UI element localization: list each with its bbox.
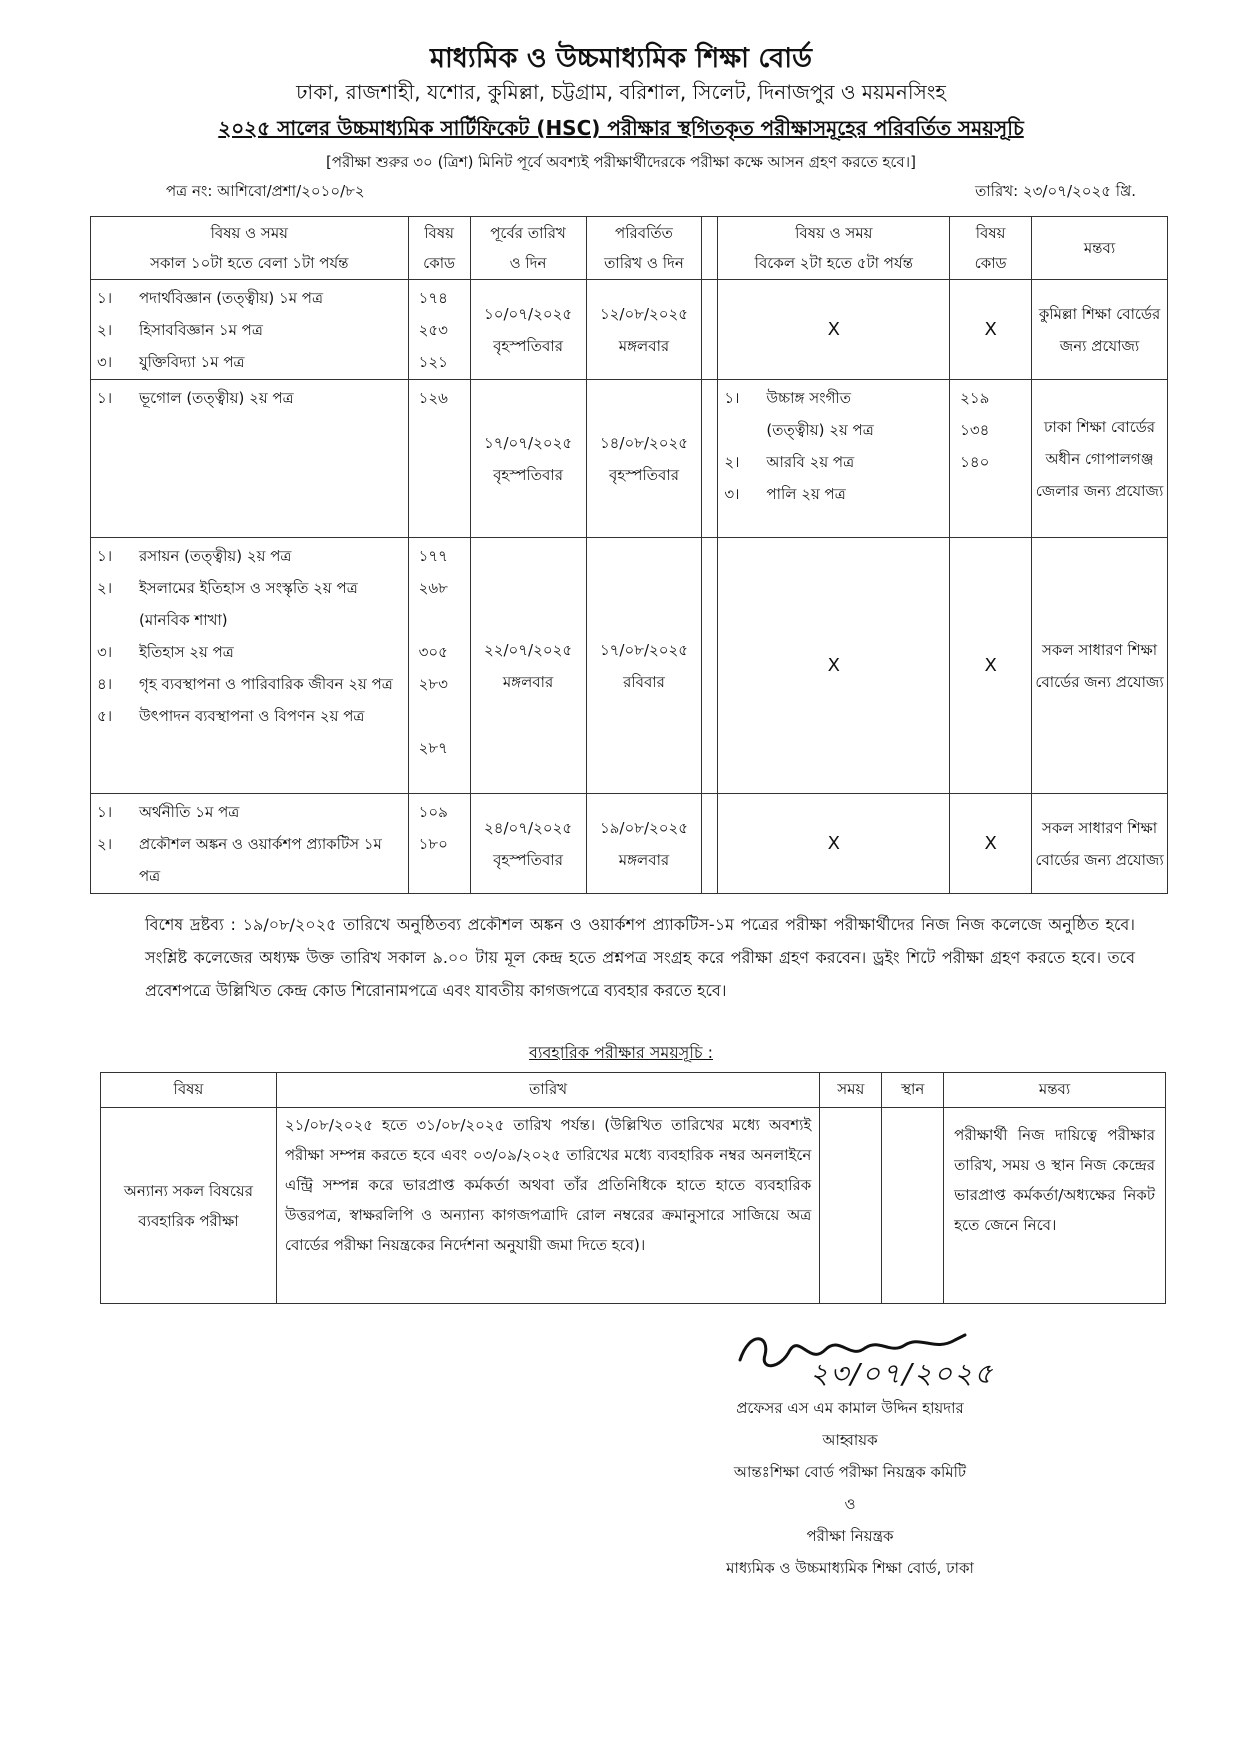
afternoon-subject-codes: ২১৯ ১৩৪ ১৪০ [950,380,1032,538]
practical-schedule-title: ব্যবহারিক পরীক্ষার সময়সূচি : [528,1043,714,1062]
signatory-role-board: মাধ্যমিক ও উচ্চমাধ্যমিক শিক্ষা বোর্ড, ঢাকা [726,1559,974,1577]
header-previous-date: পূর্বের তারিখ ও দিন [470,217,586,280]
new-date: ১২/০৮/২০২৫ মঙ্গলবার [586,280,702,380]
practical-header-place: স্থান [882,1073,944,1108]
subject-list [91,380,409,538]
issue-date: তারিখ: ২৩/০৭/২০২৫ খ্রি. [975,182,1136,200]
afternoon-not-applicable: X [718,538,950,794]
signatory-name: প্রফেসর এস এম কামাল উদ্দিন হায়দার [736,1399,964,1417]
subject-item: ১। রসায়ন (তত্ত্বীয়) ২য় পত্র [97,547,292,565]
header-code: বিষয় কোড [408,217,470,280]
table-row [91,280,1168,380]
reference-number: পত্র নং: আশিবো/প্রশা/২০১০/৮২ [166,182,365,200]
subject-list [91,280,409,380]
signatory-and: ও [844,1495,856,1513]
spacer-cell [702,380,718,538]
signatory-role-controller: পরীক্ষা নিয়ন্ত্রক [806,1527,894,1545]
practical-header-remarks: মন্তব্য [944,1073,1166,1108]
table-row [91,794,1168,894]
remark: কুমিল্লা শিক্ষা বোর্ডের জন্য প্রযোজ্য [1032,280,1168,380]
remark: সকল সাধারণ শিক্ষা বোর্ডের জন্য প্রযোজ্য [1032,794,1168,894]
practical-place [882,1108,944,1304]
practical-remark: পরীক্ষার্থী নিজ দায়িত্বে পরীক্ষার তারিখ, সময় ও স্থান নিজ কেন্দ্রের ভারপ্রাপ্ত কর্মকর্তা/অধ্যক্ষের নিকট হতে জেনে নিবে। [944,1108,1166,1304]
table-row [91,380,1168,538]
subject-item: ১। ভূগোল (তত্ত্বীয়) ২য় পত্র [97,389,294,407]
special-notice: বিশেষ দ্রষ্টব্য : ১৯/০৮/২০২৫ তারিখে অনুষ্ঠিতব্য প্রকৌশল অঙ্কন ও ওয়ার্কশপ প্র্যাকটিস-১ম পত্রের পরীক্ষা পরীক্ষার্থীদের নিজ নিজ কলেজে অনুষ্ঠিত হবে। সংশ্লিষ্ট কলেজের অধ্যক্ষ উক্ত তারিখ সকাল ৯.০০ টায় মূল কেন্দ্র হতে প্রশ্নপত্র সংগ্রহ করে পরীক্ষা গ্রহণ করবেন। ড্রইং শিটে পরীক্ষা গ্রহণ করতে হবে। তবে প্রবেশপত্রে উল্লিখিত কেন্দ্র কোড শিরোনামপত্রে এবং যাবতীয় কাগজপত্রে ব্যবহার করতে হবে। [145,915,1135,1000]
signatory-block [640,1392,1060,1584]
signatory-role-committee: আন্তঃশিক্ষা বোর্ড পরীক্ষা নিয়ন্ত্রক কমিটি [733,1463,967,1481]
signature-date: ২৩/০৭/২০২৫ [810,1357,995,1390]
table-row [91,538,1168,794]
subject-codes: ১০৯ ১৮০ [408,794,470,894]
previous-date: ১০/০৭/২০২৫ বৃহস্পতিবার [470,280,586,380]
subject-item: ২। ইসলামের ইতিহাস ও সংস্কৃতি ২য় পত্র (মানবিক শাখা) [97,579,358,629]
afternoon-subject-item: ৩। পালি ২য় পত্র [724,485,846,503]
spacer-cell [702,794,718,894]
afternoon-code-not-applicable: X [950,538,1032,794]
afternoon-not-applicable: X [718,794,950,894]
practical-time [820,1108,882,1304]
header-new-date: পরিবর্তিত তারিখ ও দিন [586,217,702,280]
header-subject-time: বিষয় ও সময় সকাল ১০টা হতে বেলা ১টা পর্যন্ত [91,217,409,280]
remark: ঢাকা শিক্ষা বোর্ডের অধীন গোপালগঞ্জ জেলার জন্য প্রযোজ্য [1032,380,1168,538]
subject-item: ৪। গৃহ ব্যবস্থাপনা ও পারিবারিক জীবন ২য় পত্র [97,675,393,693]
previous-date: ২২/০৭/২০২৫ মঙ্গলবার [470,538,586,794]
practical-header-subject: বিষয় [101,1073,277,1108]
practical-subject: অন্যান্য সকল বিষয়ের ব্যবহারিক পরীক্ষা [101,1108,277,1304]
subject-item: ৩। যুক্তিবিদ্যা ১ম পত্র [97,353,245,371]
new-date: ১৪/০৮/২০২৫ বৃহস্পতিবার [586,380,702,538]
subject-list [91,538,409,794]
afternoon-subject-list [718,380,950,538]
signatory-role-convener: আহ্বায়ক [822,1431,878,1449]
instruction-note: [পরীক্ষা শুরুর ৩০ (ত্রিশ) মিনিট পূর্বে অবশ্যই পরীক্ষার্থীদেরকে পরীক্ষা কক্ষে আসন গ্রহণ করতে হবে।] [326,153,916,171]
subject-list [91,794,409,894]
subject-codes: ১৭৪ ২৫৩ ১২১ [408,280,470,380]
subject-codes: ১৭৭ ২৬৮ ৩০৫ ২৮৩ ২৮৭ [408,538,470,794]
new-date: ১৯/০৮/২০২৫ মঙ্গলবার [586,794,702,894]
subject-item: ১। অর্থনীতি ১ম পত্র [97,803,240,821]
schedule-table [90,216,1168,894]
practical-header-time: সময় [820,1073,882,1108]
afternoon-code-not-applicable: X [950,280,1032,380]
afternoon-subject-item: (তত্ত্বীয়) ২য় পত্র [766,421,874,439]
afternoon-subject-item: ১। উচ্চাঙ্গ সংগীত [724,389,851,407]
practical-header-date: তারিখ [276,1073,819,1108]
practical-header-row [101,1073,1166,1108]
spacer-cell [702,280,718,380]
board-name: মাধ্যমিক ও উচ্চমাধ্যমিক শিক্ষা বোর্ড [429,43,813,74]
subject-codes: ১২৬ [408,380,470,538]
header-afternoon-code: বিষয় কোড [950,217,1032,280]
previous-date: ১৭/০৭/২০২৫ বৃহস্পতিবার [470,380,586,538]
practical-row [101,1108,1166,1304]
afternoon-subject-item: ২। আরবি ২য় পত্র [724,453,855,471]
document-title: ২০২৫ সালের উচ্চমাধ্যমিক সার্টিফিকেট (HSC) পরীক্ষার স্থগিতকৃত পরীক্ষাসমূহের পরিবর্তিত সময়সূচি [218,116,1024,140]
subject-item: ৫। উৎপাদন ব্যবস্থাপনা ও বিপণন ২য় পত্র [97,707,365,725]
afternoon-code-not-applicable: X [950,794,1032,894]
practical-table [100,1072,1166,1304]
subject-item: ১। পদার্থবিজ্ঞান (তত্ত্বীয়) ১ম পত্র [97,289,324,307]
subject-item: ২। প্রকৌশল অঙ্কন ও ওয়ার্কশপ প্র্যাকটিস ১ম পত্র [97,835,382,885]
header-remarks: মন্তব্য [1032,217,1168,280]
previous-date: ২৪/০৭/২০২৫ বৃহস্পতিবার [470,794,586,894]
header-afternoon-subject: বিষয় ও সময় বিকেল ২টা হতে ৫টা পর্যন্ত [718,217,950,280]
spacer-cell [702,538,718,794]
table-header-row [91,217,1168,280]
board-cities: ঢাকা, রাজশাহী, যশোর, কুমিল্লা, চট্টগ্রাম, বরিশাল, সিলেট, দিনাজপুর ও ময়মনসিংহ [296,80,946,104]
afternoon-not-applicable: X [718,280,950,380]
subject-item: ৩। ইতিহাস ২য় পত্র [97,643,234,661]
remark: সকল সাধারণ শিক্ষা বোর্ডের জন্য প্রযোজ্য [1032,538,1168,794]
practical-date-text: ২১/০৮/২০২৫ হতে ৩১/০৮/২০২৫ তারিখ পর্যন্ত। (উল্লিখিত তারিখের মধ্যে অবশ্যই পরীক্ষা সম্পন্ন করতে হবে এবং ০৩/০৯/২০২৫ তারিখের মধ্যে ব্যবহারিক নম্বর অনলাইনে এন্ট্রি সম্পন্ন করে ভারপ্রাপ্ত কর্মকর্তা অথবা তাঁর প্রতিনিধিকে হাতে হাতে ব্যবহারিক উত্তরপত্র, স্বাক্ষরলিপি ও অন্যান্য কাগজপত্রাদি রোল নম্বরের ক্রমানুসারে সাজিয়ে অত্র বোর্ডের পরীক্ষা নিয়ন্ত্রকের নির্দেশনা অনুযায়ী জমা দিতে হবে)। [276,1108,819,1304]
header-spacer [702,217,718,280]
new-date: ১৭/০৮/২০২৫ রবিবার [586,538,702,794]
subject-item: ২। হিসাববিজ্ঞান ১ম পত্র [97,321,263,339]
